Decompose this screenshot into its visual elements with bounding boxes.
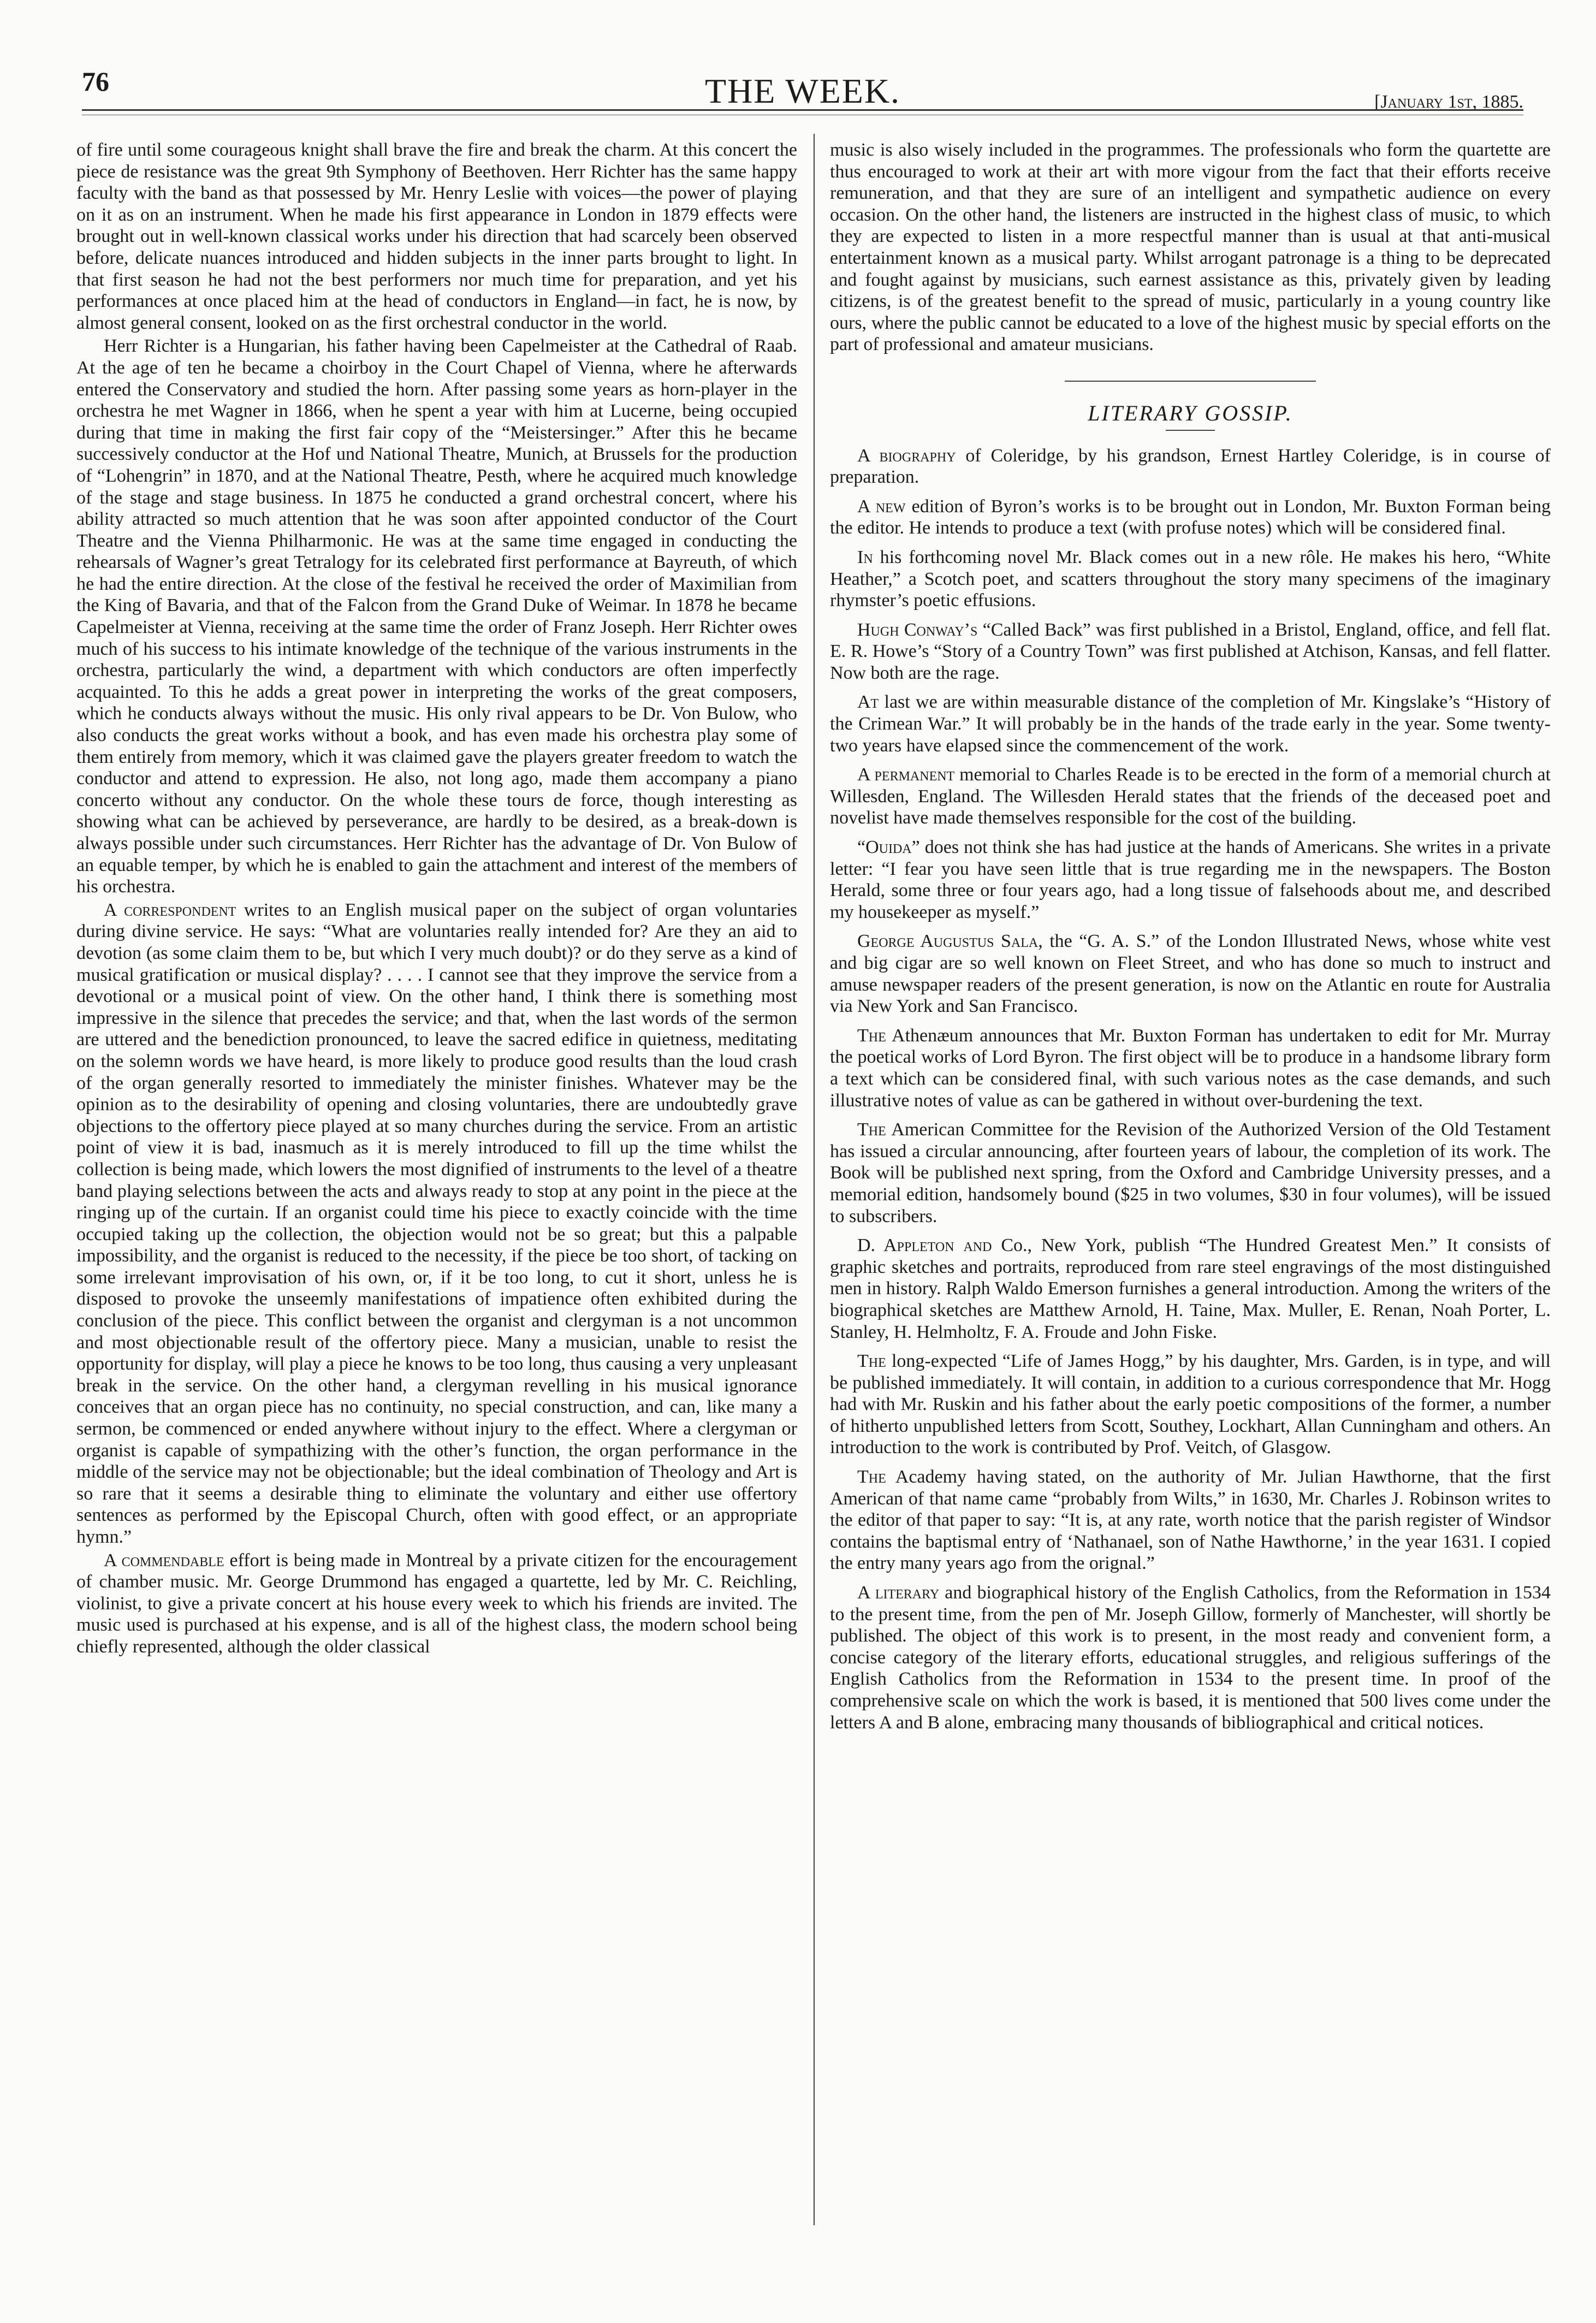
gossip-item-lead: A literary (857, 1583, 940, 1603)
gossip-item-body: long-expected “Life of James Hogg,” by his daughter, Mrs. Garden, is in type, and will be published immediately. It will contain, in addition to a curious correspondence that Mr. Hogg had with Mr. Ruskin and his father about the early poetic compositions of the former, a number of hitherto unpublished letters from Scott, Southey, Lockhart, Allan Cunningham and others. An introduction to the work is contributed by Prof. Veitch, of Glasgow. (830, 1351, 1551, 1458)
section-divider (1065, 381, 1316, 382)
gossip-item-lead: The (857, 1119, 886, 1140)
gossip-item-body: of Coleridge, by his grandson, Ernest Hartley Coleridge, is in course of preparation. (830, 445, 1551, 488)
gossip-item-body: the “G. A. S.” of the London Illustrated News, whose white vest and big cigar are so well known on Fleet Street, and who has done so much to instruct and amuse newspaper readers of the present generation, is now on the Atlantic en route for Australia via New York and San Francisco. (830, 931, 1551, 1017)
gossip-item (830, 1025, 1551, 1111)
gossip-item-body: Co., New York, publish “The Hundred Greatest Men.” It consists of graphic sketches and portraits, reproduced from rare steel engravings of the most distinguished men in history. Ralph Waldo Emerson furnishes a general introduction. Among the writers of the biographical sketches are Matthew Arnold, H. Taine, Max. Muller, E. Renan, Noah Porter, L. Stanley, H. Helmholtz, F. A. Froude and John Fiske. (830, 1235, 1551, 1342)
gossip-item (830, 931, 1551, 1017)
paragraph: Herr Richter is a Hungarian, his father having been Capelmeister at the Cathedral of Raab. At the age of ten he became a choirboy in the Court Chapel of Vienna, where he afterwards entered the Conservatory and studied the horn. After passing some years as horn-player in the orchestra he met Wagner in 1866, when he spent a year with him at Lucerne, being occupied during that time in making the first fair copy of the “Meistersinger.” After this he became successively conductor at the Hof und National Theatre, Munich, at Brussels for the production of “Lohengrin” in 1870, and at the National Theatre, Pesth, where he acquired much knowledge of the stage and stage business. In 1875 he conducted a grand orchestral concert, where his ability attracted so much attention that he was soon after appointed conductor of the Court Theatre and the Vienna Philharmonic. He was at the same time engaged in conducting the rehearsals of Wagner’s great Tetralogy for its celebrated first performance at Bayreuth, of which he had the entire direction. At the close of the festival he received the order of Maximilian from the King of Bavaria, and that of the Falcon from the Grand Duke of Weimar. In 1878 he became Capelmeister at Vienna, receiving at the same time the order of Franz Joseph. Herr Richter owes much of his success to his intimate knowledge of the technique of the various instruments in the orchestra, particularly the wind, a department with which conductors are often imperfectly acquainted. To this he adds a great power in interpreting the works of the great composers, which he conducts always without the music. His only rival appears to be Dr. Von Bulow, who also conducts the great works without a book, and has even made his orchestra play some of them entirely from memory, which it was claimed gave the players greater freedom to watch the conductor and attend to expression. He also, not long ago, made them accompany a piano concerto without any conductor. On the whole these tours de force, though interesting as showing what can be achieved by perseverance, are hardly to be desired, as a break-down is always possible under such circumstances. Herr Richter has the advantage of Dr. Von Bulow of an equable temper, by which he is enabled to gain the attachment and interest of the members of his orchestra. (76, 336, 797, 897)
gossip-item-lead: A new (857, 496, 906, 517)
gossip-item-body: last we are within measurable distance of the completion of Mr. Kingslake’s “History of the Crimean War.” It will probably be in the hands of the trade early in the year. Some twenty-two years have elapsed since the commencement of the work. (830, 692, 1551, 756)
header-rule (82, 109, 1523, 111)
gossip-item-lead: Hugh Conway’s (857, 619, 978, 640)
paragraph-body: effort is being made in Montreal by a private citizen for the encouragement of chamber music. Mr. George Drummond has engaged a quartette, led by Mr. C. Reichling, violinist, to give a private concert at his house every week to which his friends are invited. The music used is purchased at his expense, and is all of the highest class, the modern school being chiefly represented, although the older classical (76, 1550, 797, 1657)
gossip-item (830, 691, 1551, 756)
paragraph-lead: A commendable (104, 1550, 224, 1571)
paragraph: of fire until some courageous knight shall brave the fire and break the charm. At this concert the piece de resistance was the great 9th Symphony of Beethoven. Herr Richter has the same happy faculty with the band as that possessed by Mr. Henry Leslie with voices—the power of playing on it as on an instrument. When he made his first appearance in London in 1879 effects were brought out in well-known classical works under his direction that had scarcely been observed before, delicate nuances introduced and hidden subjects in the inner parts brought to light. In that first season he had not the best performers nor much time for preparation, and yet his performances at once placed him at the head of conductors in England—in fact, he is now, by almost general consent, looked on as the first orchestral conductor in the world. (76, 140, 797, 333)
section-title-rule (1166, 430, 1215, 431)
gossip-item-body: Academy having stated, on the authority of Mr. Julian Hawthorne, that the first American of that name came “probably from Wilts,” in 1630, Mr. Charles J. Robinson writes to the editor of that paper to say: “It is, at any rate, worth notice that the parish register of Windsor contains the baptismal entry of ‘Nathanael, son of Nathe Hawthorne,’ in the year 1631. I copied the entry many years ago from the orignal.” (830, 1467, 1551, 1574)
right-column (830, 139, 1551, 1733)
gossip-item-lead: In (857, 547, 873, 567)
gossip-item-lead: “Ouida” (857, 837, 920, 858)
gossip-item-lead: At (857, 692, 879, 713)
gossip-item (830, 837, 1551, 923)
paragraph (76, 899, 797, 1548)
gossip-item-body: American Committee for the Revision of the Authorized Version of the Old Testament has issued a circular announcing, after fourteen years of labour, the completion of its work. The Book will be published next spring, from the Oxford and Cambridge University presses, and a memorial edition, handsomely bound ($25 in two volumes, $30 in four volumes), will be issued to subscribers. (830, 1119, 1551, 1226)
gossip-item-body: Athenæum announces that Mr. Buxton Forman has undertaken to edit for Mr. Murray the poetical works of Lord Byron. The first object will be to produce in a handsome library form a text which can be considered final, with such various notes as the case demands, and such illustrative notes of value as can be gathered in without over-burdening the text. (830, 1025, 1551, 1111)
page-number: 76 (82, 66, 109, 97)
journal-title: THE WEEK. (704, 72, 901, 110)
paragraph: music is also wisely included in the programmes. The professionals who form the quartette are thus encouraged to work at their art with more vigour from the fact that their efforts receive remuneration, and that they are sure of an intelligent and sympathetic audience on every occasion. On the other hand, the listeners are instructed in the highest class of music, to which they are expected to listen in a more respectful manner than is usual at that anti-musical entertainment known as a musical party. Whilst arrogant patronage is a thing to be deprecated and fought against by musicians, such earnest assistance as this, privately given by leading citizens, is of the greatest benefit to the spread of music, particularly in a young country like ours, where the public cannot be educated to a love of the highest music by special efforts on the part of professional and amateur musicians. (830, 140, 1551, 355)
gossip-item-body: memorial to Charles Reade is to be erected in the form of a memorial church at Willesden, England. The Willesden Herald states that the friends of the deceased poet and novelist have made themselves responsible for the cost of the building. (830, 765, 1551, 828)
section-title: LITERARY GOSSIP. (1088, 400, 1293, 425)
gossip-item-lead: The (857, 1025, 886, 1046)
gossip-item-body: and biographical history of the English Catholics, from the Reformation in 1534 to the present time, from the pen of Mr. Joseph Gillow, formerly of Manchester, will shortly be published. The object of this work is to present, in the most ready and convenient form, a concise category of the literary efforts, educational struggles, and religious sufferings of the English Catholics from the Reformation in 1534 to the present time. In proof of the comprehensive scale on which the work is based, it is mentioned that 500 lives come under the letters A and B alone, embracing many thousands of bibliographical and critical notices. (830, 1583, 1551, 1733)
gossip-item (830, 1582, 1551, 1733)
left-column (76, 139, 797, 1658)
gossip-item (830, 764, 1551, 829)
gossip-item (830, 547, 1551, 612)
gossip-item-lead: A permanent (857, 765, 955, 785)
gossip-item-lead: A biography (857, 445, 956, 466)
issue-date: [January 1st, 1885. (1374, 92, 1523, 112)
gossip-item-lead: D. Appleton and (857, 1235, 992, 1256)
paragraph-lead: A correspondent (104, 899, 236, 920)
gossip-item-lead: The (857, 1351, 886, 1372)
paragraph-body: writes to an English musical paper on the subject of organ voluntaries during divine service. He says: “What are voluntaries really intended for? Are they an aid to devotion (as some claim them to be, but which I very much doubt)? or do they serve as a kind of musical gratification or musical display? . . . . I cannot see that they improve the service from a devotional or a musical point of view. On the other hand, I think there is something most impressive in the silence that precedes the service; and that, when the last words of the sermon are uttered and the benediction pronounced, to leave the sacred edifice in quietness, meditating on the solemn words we have heard, is more likely to produce good results than the loud crash of the organ generally resorted to immediately the minister finishes. Whatever may be the opinion as to the desirability of opening and closing voluntaries, there are undoubtedly grave objections to the offertory piece played at so many churches during the service. From an artistic point of view it is bad, inasmuch as it is merely introduced to fill up the time whilst the collection is being made, which lowers the most dignified of instruments to the level of a theatre band playing selections between the acts and always ready to stop at any point in the piece at the ringing up of the curtain. If an organist could time his piece to exactly coincide with the time occupied taking up the collection, the objection would not be so great; but this a palpable impossibility, and the organist is reduced to the necessity, if the piece be too short, of tacking on some irrelevant improvisation of his own, or, if it be too long, to cut it short, unless he is disposed to provoke the unseemly manifestations of impatience often exhibited during the conclusion of the piece. This conflict between the organist and clergyman is a not uncommon and most objectionable result of the offertory piece. Many a musician, unable to resist the opportunity for display, will play a piece he knows to be too long, thus causing a very unpleasant break in the service. On the other hand, a clergyman revelling in his musical ignorance conceives that an organ piece has no continuity, no special construction, and can, like many a sermon, be commenced or ended anywhere without injury to the effect. Where a clergyman or organist is capable of sympathizing with the other’s function, the organ performance in the middle of the service may not be objectionable; but the ideal combination of Theology and Art is so rare that it seems a desirable thing to eliminate the voluntary and either use offertory sentences as performed by the Episcopal Church, often with good effect, or an appropriate hymn.” (76, 899, 797, 1547)
gossip-item (830, 619, 1551, 684)
gossip-item (830, 445, 1551, 488)
gossip-item-body: does not think she has had justice at the hands of Americans. She writes in a private letter: “I fear you have seen little that is true regarding me in the newspapers. The Boston Herald, some three or four years ago, had a long tissue of falsehoods about me, and described my housekeeper as myself.” (830, 837, 1551, 922)
gossip-item (830, 496, 1551, 539)
gossip-item-body: his forthcoming novel Mr. Black comes out in a new rôle. He makes his hero, “White Heather,” a Scotch poet, and scatters throughout the story many specimens of the imaginary rhymster’s poetic effusions. (830, 547, 1551, 611)
gossip-item-body: “Called Back” was first published in a Bristol, England, office, and fell flat. E. R. Howe’s “Story of a Country Town” was first published at Atchison, Kansas, and fell flatter. Now both are the rage. (830, 619, 1551, 683)
gossip-item (830, 1466, 1551, 1574)
gossip-item-lead: The (857, 1467, 886, 1488)
page-header (82, 60, 1523, 115)
gossip-item (830, 1119, 1551, 1227)
gossip-item (830, 1350, 1551, 1459)
gossip-item-body: edition of Byron’s works is to be brought out in London, Mr. Buxton Forman being the editor. He intends to produce a text (with profuse notes) which will be considered final. (830, 496, 1551, 538)
column-divider (814, 134, 815, 2225)
gossip-item-lead: George Augustus Sala, (857, 931, 1043, 952)
gossip-list (830, 445, 1551, 1734)
gossip-item (830, 1235, 1551, 1343)
paragraph (76, 1550, 797, 1658)
